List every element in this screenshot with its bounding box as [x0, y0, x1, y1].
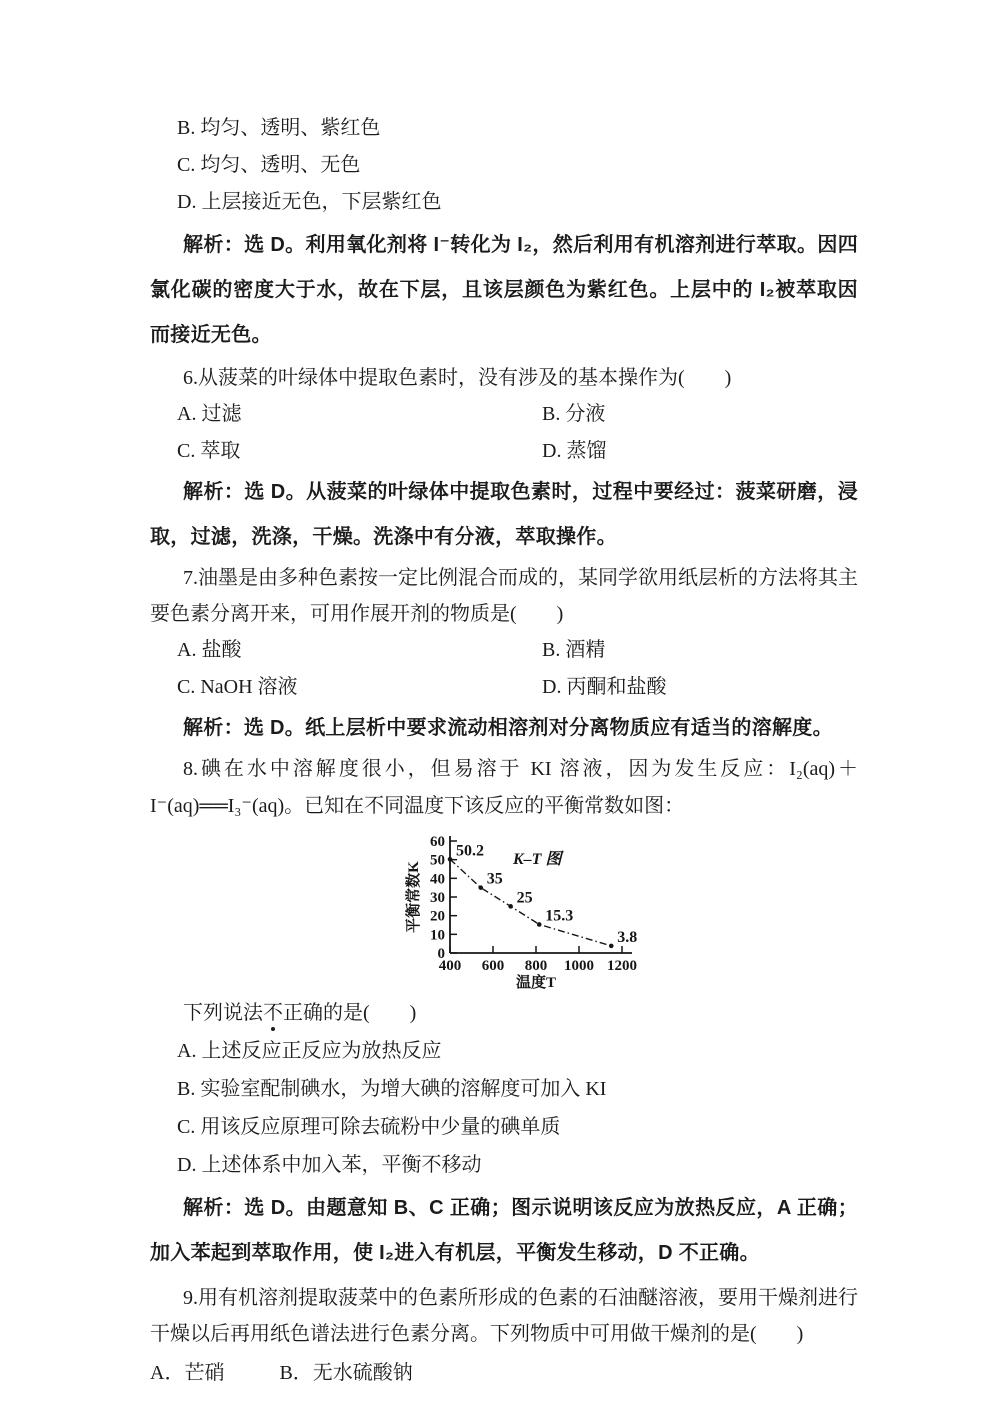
q6-options-row2 [150, 433, 858, 470]
q5-options [150, 110, 858, 221]
svg-text:0: 0 [437, 946, 445, 962]
q6-option-c: C. 萃取 [177, 440, 241, 462]
q8-followup [150, 995, 858, 1032]
q7-options-row2 [150, 669, 858, 706]
q5-explanation: 解析：选 D。利用氧化剂将 I⁻转化为 I₂，然后利用有机溶剂进行萃取。因四氯化碳的密度大于水，故在下层，且该层颜色为紫红色。上层中的 I₂被萃取因而接近无色。 [150, 234, 858, 346]
svg-text:50.2: 50.2 [456, 842, 484, 860]
q5-option-d: D. 上层接近无色，下层紫红色 [177, 191, 442, 213]
q8-followup-part2: 正确的是( ) [283, 1002, 417, 1024]
q6-options-row1 [150, 396, 858, 433]
q7-option-d: D. 丙酮和盐酸 [542, 676, 667, 698]
q8-explanation: 解析：选 D。由题意知 B、C 正确；图示说明该反应为放热反应，A 正确；加入苯起到萃取作用，使 I₂进入有机层，平衡发生移动，D 不正确。 [150, 1197, 858, 1264]
q6-options [150, 396, 858, 470]
q8-stem: 8.碘在水中溶解度很小，但易溶于 KI 溶液，因为发生反应：I₂(aq)＋I⁻(aq)══I₃⁻(aq)。已知在不同温度下该反应的平衡常数如图： [150, 758, 858, 817]
svg-text:40: 40 [430, 871, 445, 888]
svg-text:400: 400 [438, 958, 462, 974]
q6-option-b: B. 分液 [542, 403, 606, 425]
q8-option-a: A. 上述反应正反应为放热反应 [177, 1040, 442, 1062]
svg-text:10: 10 [430, 927, 445, 944]
svg-text:35: 35 [486, 870, 503, 888]
q8-option-b: B. 实验室配制碘水，为增大碘的溶解度可加入 KI [177, 1078, 607, 1100]
q7-options-row1 [150, 632, 858, 669]
svg-text:50: 50 [430, 852, 445, 869]
q8-followup-part1: 下列说法 [183, 1002, 263, 1024]
q8-options [150, 1032, 858, 1184]
svg-text:K–T 图: K–T 图 [513, 851, 562, 868]
kt-chart [405, 831, 655, 991]
q9-stem: 9.用有机溶剂提取菠菜中的色素所形成的色素的石油醚溶液，要用干燥剂进行干燥以后再用纸色谱法进行色素分离。下列物质中可用做干燥剂的是( ) [150, 1287, 858, 1345]
svg-text:20: 20 [430, 908, 445, 925]
q6-stem: 6.从菠菜的叶绿体中提取色素时，没有涉及的基本操作为( ) [183, 367, 732, 389]
q6-explanation: 解析：选 D。从菠菜的叶绿体中提取色素时，过程中要经过：菠菜研磨，浸取，过滤，洗涤，干燥。洗涤中有分液，萃取操作。 [150, 481, 858, 548]
svg-text:60: 60 [430, 834, 445, 850]
svg-text:平衡常数K: 平衡常数K [406, 861, 422, 933]
svg-text:30: 30 [430, 890, 445, 906]
q9-option-b: B．无水硫酸钠 [279, 1362, 413, 1384]
svg-text:800: 800 [524, 958, 548, 974]
q7-options [150, 632, 858, 706]
svg-text:15.3: 15.3 [545, 907, 574, 925]
svg-text:1200: 1200 [607, 958, 637, 974]
svg-text:3.8: 3.8 [617, 928, 638, 946]
svg-text:1000: 1000 [564, 958, 594, 974]
q6-option-a: A. 过滤 [177, 403, 242, 425]
q9-option-a: A．芒硝 [150, 1362, 225, 1384]
q5-option-b: B. 均匀、透明、紫红色 [177, 117, 381, 139]
svg-text:600: 600 [481, 958, 505, 974]
svg-text:25: 25 [516, 889, 533, 907]
q7-option-b: B. 酒精 [542, 639, 606, 661]
q5-option-c: C. 均匀、透明、无色 [177, 154, 361, 176]
q9-options [150, 1358, 858, 1388]
q8-option-d: D. 上述体系中加入苯，平衡不移动 [177, 1154, 482, 1176]
q7-option-c: C. NaOH 溶液 [177, 676, 298, 698]
q8-option-c: C. 用该反应原理可除去硫粉中少量的碘单质 [177, 1116, 561, 1138]
q7-stem: 7.油墨是由多种色素按一定比例混合而成的，某同学欲用纸层析的方法将其主要色素分离开来，可用作展开剂的物质是( ) [150, 567, 858, 625]
q7-explanation: 解析：选 D。纸上层析中要求流动相溶剂对分离物质应有适当的溶解度。 [183, 717, 833, 739]
q6-option-d: D. 蒸馏 [542, 440, 607, 462]
kt-chart-svg [405, 831, 655, 991]
q8-followup-emphasized: 不 [263, 1002, 283, 1024]
svg-text:温度T: 温度T [515, 975, 557, 991]
q7-option-a: A. 盐酸 [177, 639, 242, 661]
